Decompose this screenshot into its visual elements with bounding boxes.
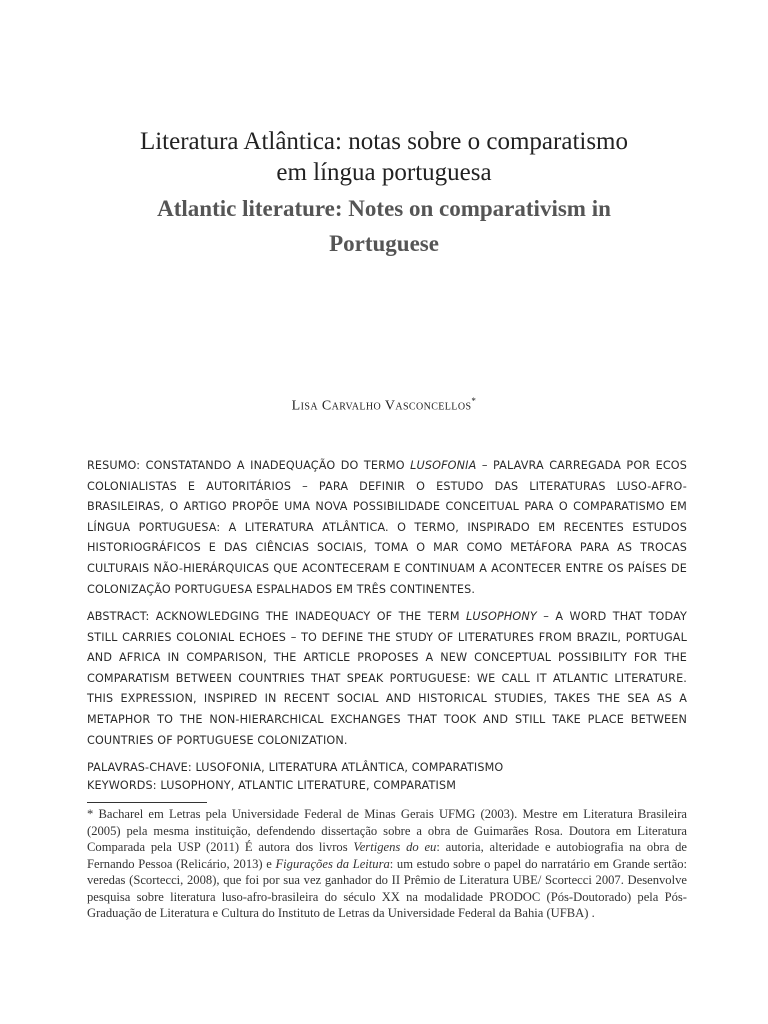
footnote-book-1: Vertigens do eu — [353, 840, 437, 854]
footnote-text-1: Bacharel em Letras pela Universidade Federal de Minas Gerais UFMG (2003). Mestre em Literatura Brasileira (2005) pela mesma instituição, defendendo dissertação sobre a obra de Guimarães Rosa. Doutora em Literatura Comparada pela USP (2011) É autora dos livros — [87, 807, 687, 854]
title-english-line-2: Portuguese — [329, 231, 439, 256]
abstract-paragraph — [87, 607, 687, 751]
abstract-text-2: – A WORD THAT TODAY STILL CARRIES COLONIAL ECHOES – TO DEFINE THE STUDY OF LITERATURES FROM BRAZIL, PORTUGAL AND AFRICA IN COMPARISON, THE ARTICLE PROPOSES A NEW CONCEPTUAL POSSIBILITY FOR THE COMPARATISM BETWEEN COUNTRIES THAT SPEAK PORTUGUESE: WE CALL IT ATLANTIC LITERATURE. THIS EXPRESSION, INSPIRED IN RECENT SOCIAL AND HISTORICAL STUDIES, TAKES THE SEA AS A METAPHOR TO THE NON-HIERARCHICAL EXCHANGES THAT TOOK AND STILL TAKE PLACE BETWEEN COUNTRIES OF PORTUGUESE COLONIZATION. — [87, 610, 687, 747]
author-name: Lisa Carvalho Vasconcellos — [291, 398, 472, 414]
footnote-book-2: Figurações da Leitura — [275, 856, 390, 871]
palavras-chave: PALAVRAS-CHAVE: LUSOFONIA, LITERATURA ATLÂNTICA, COMPARATISMO — [87, 761, 504, 774]
resumo-paragraph — [87, 456, 687, 600]
title-portuguese-line-2: em língua portuguesa — [276, 159, 492, 186]
title-english-line-1: Atlantic literature: Notes on comparativism in — [157, 196, 611, 221]
author-footnote — [87, 806, 687, 922]
footnote-text-2: : autoria, alteridade e autobiografia na obra de Fernando Pessoa (Relicário, 2013) e — [87, 840, 687, 871]
title-portuguese — [70, 126, 698, 188]
keywords: KEYWORDS: LUSOPHONY, ATLANTIC LITERATURE, COMPARATISM — [87, 779, 457, 792]
author-line — [70, 396, 698, 415]
resumo-text-2: – PALAVRA CARREGADA POR ECOS COLONIALISTAS E AUTORITÁRIOS – PARA DEFINIR O ESTUDO DAS LITERATURAS LUSO-AFRO-BRASILEIRAS, O ARTIGO PROPÕE UMA NOVA POSSIBILIDADE CONCEITUAL PARA O COMPARATISMO EM LÍNGUA PORTUGUESA: A LITERATURA ATLÂNTICA. O TERMO, INSPIRADO EM RECENTES ESTUDOS HISTORIOGRÁFICOS E DAS CIÊNCIAS SOCIAIS, TOMA O MAR COMO METÁFORA PARA AS TROCAS CULTURAIS NÃO-HIERÁRQUICAS QUE ACONTECERAM E CONTINUAM A ACONTECER ENTRE OS PAÍSES DE COLONIZAÇÃO PORTUGUESA ESPALHADOS EM TRÊS CONTINENTES. — [87, 459, 687, 596]
footnote-divider — [87, 802, 207, 803]
abstract-term: LUSOPHONY — [466, 610, 537, 623]
resumo-text-1: RESUMO: CONSTATANDO A INADEQUAÇÃO DO TERMO — [87, 459, 411, 472]
footnote-text-3: : um estudo sobre o papel do narratário em Grande sertão: veredas (Scortecci, 2008), que foi por sua vez ganhador do II Prêmio de Literatura UBE/ Scortecci 2007. Desenvolve pesquisa sobre literatura luso-afro-brasileira do século XX na modalidade PRODOC (Pós-Doutorado) pela Pós-Graduação de Literatura e Cultura do Instituto de Letras da Universidade Federal da Bahia (UFBA) . — [87, 856, 687, 920]
resumo-term: LUSOFONIA — [410, 459, 477, 472]
title-english — [70, 191, 698, 261]
footnote-mark: * — [87, 807, 94, 821]
title-portuguese-line-1: Literatura Atlântica: notas sobre o comparatismo — [139, 128, 629, 155]
abstract-text-1: ABSTRACT: ACKNOWLEDGING THE INADEQUACY OF THE TERM — [87, 610, 467, 623]
author-footnote-mark: * — [471, 396, 477, 406]
